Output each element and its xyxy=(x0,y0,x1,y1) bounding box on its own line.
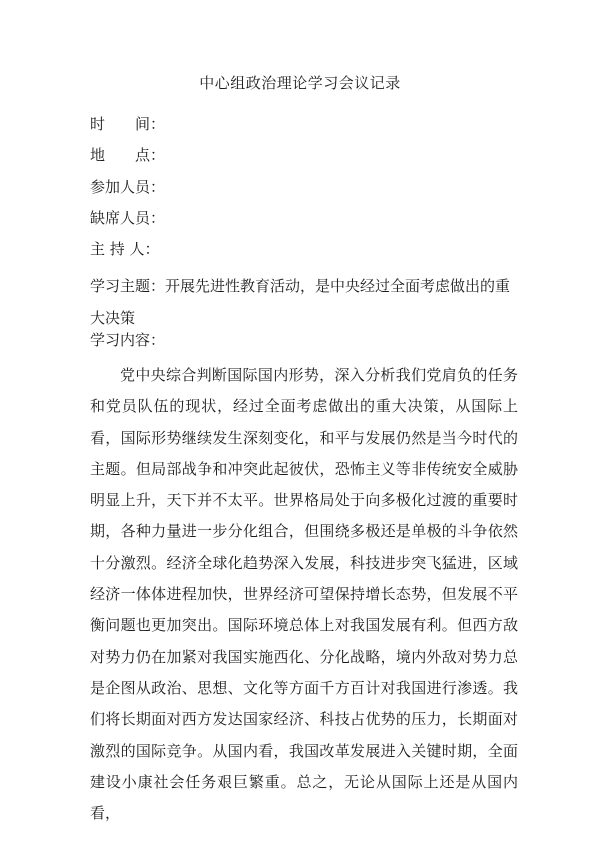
absentees-field xyxy=(90,208,165,228)
absentees-label: 缺席人员： xyxy=(90,209,166,227)
host-label: 主 持 人： xyxy=(90,240,160,258)
time-label: 时 间： xyxy=(90,115,166,133)
time-field xyxy=(90,114,165,134)
document-title: 中心组政治理论学习会议记录 xyxy=(199,74,401,92)
host-field xyxy=(90,239,160,259)
attendees-field xyxy=(90,177,165,197)
place-field xyxy=(90,145,165,165)
topic-label: 学习主题： xyxy=(90,277,166,295)
content-label: 学习内容： xyxy=(90,331,166,349)
topic-value: 开展先进性教育活动，是中央经过全面考虑做出的重大决策 xyxy=(90,277,511,327)
attendees-label: 参加人员： xyxy=(90,178,166,196)
content-paragraph: 党中央综合判断国际国内形势，深入分析我们党肩负的任务和党员队伍的现状，经过全面考虑做出的重大决策，从国际上看，国际形势继续发生深刻变化，和平与发展仍然是当今时代的主题。但局部战争和冲突此起彼伏，恐怖主义等非传统安全威胁明显上升，天下并不太平。世界格局处于向多极化过渡的重要时期，各种力量进一步分化组合，但围绕多极还是单极的斗争依然十分激烈。经济全球化趋势深入发展，科技进步突飞猛进，区域经济一体体进程加快，世界经济可望保持增长态势，但发展不平衡问题也更加突出。国际环境总体上对我国发展有利。但西方敌对势力仍在加紧对我国实施西化、分化战略，境内外敌对势力总是企图从政治、思想、文化等方面千方百计对我国进行渗透。我们将长期面对西方发达国家经济、科技占优势的压力，长期面对激烈的国际竞争。从国内看，我国改革发展进入关键时期，全面建设小康社会任务艰巨繁重。总之，无论从国际上还是从国内看， xyxy=(90,366,518,823)
topic-field xyxy=(90,270,520,334)
place-label: 地 点： xyxy=(90,146,166,164)
